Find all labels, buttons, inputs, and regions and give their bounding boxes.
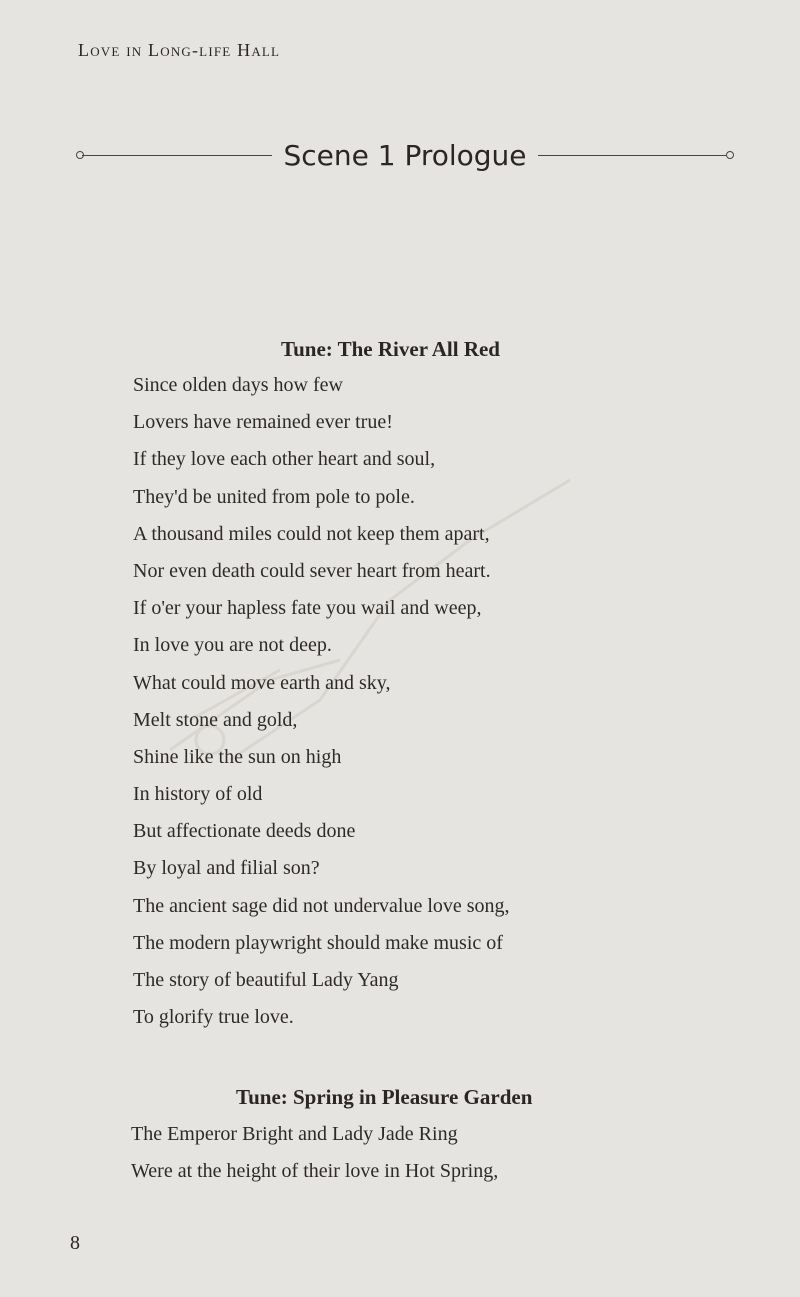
- verse-line: By loyal and filial son?: [133, 857, 320, 880]
- verse-line: Shine like the sun on high: [133, 745, 342, 768]
- tune-heading: Tune: Spring in Pleasure Garden: [236, 1085, 533, 1109]
- verse-line: Nor even death could sever heart from heart.: [133, 559, 491, 582]
- verse-line: To glorify true love.: [133, 1006, 294, 1029]
- scene-title-row: [76, 136, 736, 176]
- verse-line: The modern playwright should make music of: [133, 931, 503, 954]
- verse-block: [133, 367, 510, 1036]
- verse-line: But affectionate deeds done: [133, 820, 356, 843]
- verse-line: If they love each other heart and soul,: [133, 448, 436, 471]
- verse-line: The Emperor Bright and Lady Jade Ring: [131, 1123, 458, 1145]
- verse-line: In history of old: [133, 783, 263, 806]
- verse-line: If o'er your hapless fate you wail and weep,: [133, 597, 482, 620]
- verse-line: Melt stone and gold,: [133, 708, 298, 731]
- verse-line: What could move earth and sky,: [133, 671, 391, 694]
- verse-line: The ancient sage did not undervalue love song,: [133, 894, 510, 917]
- verse-line: Since olden days how few: [133, 374, 343, 396]
- verse-line: They'd be united from pole to pole.: [133, 485, 415, 508]
- verse-line: Lovers have remained ever true!: [133, 411, 393, 434]
- verse-line: In love you are not deep.: [133, 634, 332, 657]
- scene-title: Scene 1 Prologue: [283, 139, 527, 172]
- tune-heading: Tune: The River All Red: [281, 337, 500, 361]
- running-head: Love in Long-life Hall: [78, 40, 281, 60]
- ornament-dot-right: [726, 151, 734, 159]
- ornament-rule-right: [538, 155, 726, 156]
- ornament-rule-left: [82, 155, 272, 156]
- verse-block: [131, 1116, 498, 1190]
- verse-line: Were at the height of their love in Hot Spring,: [131, 1160, 499, 1183]
- verse-line: A thousand miles could not keep them apart,: [133, 522, 490, 545]
- verse-line: The story of beautiful Lady Yang: [133, 969, 399, 991]
- page-number: 8: [70, 1232, 80, 1254]
